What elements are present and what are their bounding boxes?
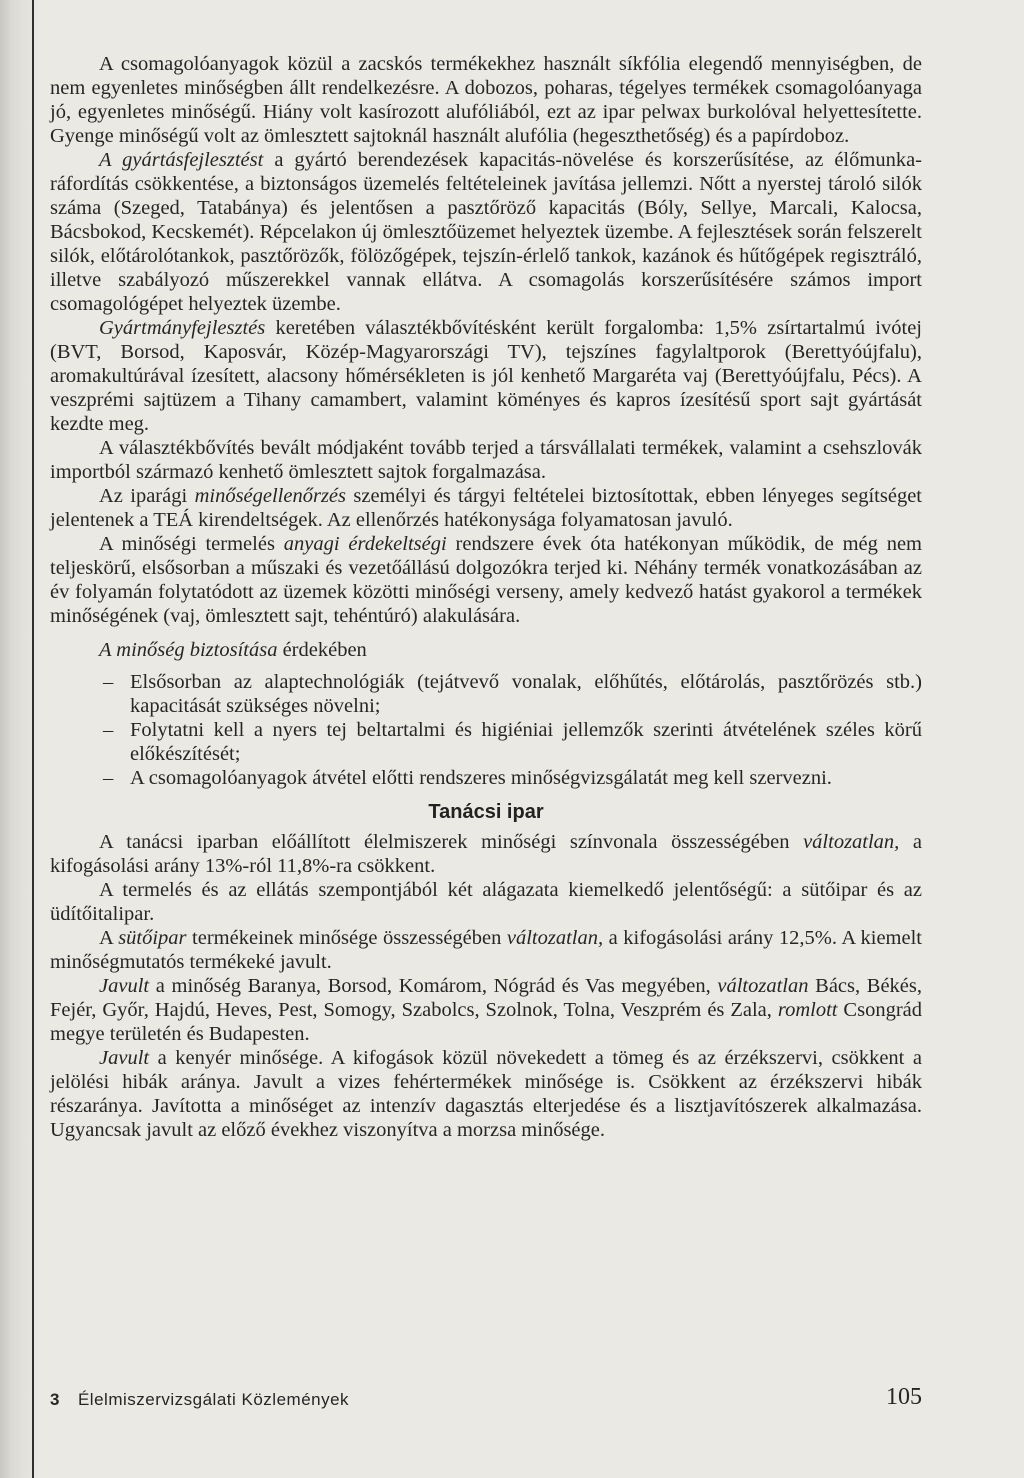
- list-item: [50, 766, 922, 790]
- paragraph-bread-text: a kenyér minősége. A kifogások közül növekedett a tömeg és az érzékszervi, csökkent a jelölési hibák aránya. Javult a vizes fehértermékek minősége is. Csökkent az érzékszervi hibák részaránya. Javította a minőséget az intenzív dagasztás elterjedése és a lisztjavítószerek alkalmazása. Ugyancsak javult az előző évekhez viszonyítva a morzsa minősége.: [50, 1047, 922, 1141]
- page-footer: [50, 1376, 922, 1416]
- list-dash: –: [103, 719, 114, 741]
- paragraph-bakery: [50, 926, 922, 974]
- list-item-text: Folytatni kell a nyers tej beltartalmi és higiéniai jellemzők szerinti átvételének széles körű előkészítését;: [130, 719, 922, 765]
- paragraph-assortment: [50, 436, 922, 484]
- emphasis-unchanged: változatlan,: [803, 831, 900, 853]
- list-dash: –: [103, 767, 114, 789]
- paragraph-quality-control: [50, 484, 922, 532]
- paragraph-material-interest: [50, 532, 922, 628]
- emphasis-quality-assurance: A minőség biztosítása: [99, 639, 278, 661]
- paragraph-subsectors: [50, 878, 922, 926]
- emphasis-unchanged-bakery: változatlan,: [506, 927, 604, 949]
- paragraph-quality-control-text: személyi és tárgyi feltételei biztosítottak, ebben lényeges segítséget jelentenek a TEÁ kirendeltségek. Az ellenőrzés hatékonysága folyamatosan javuló.: [50, 485, 922, 531]
- paragraph-production-development-text: a gyártó berendezések kapacitás-növelése és korszerűsítése, az élőmunka-ráfordítás csökkentése, a biztonságos üzemelés feltételeinek javítása jellemzi. Nőtt a nyerstej tároló silók száma (Szeged, Tatabánya) és jelentősen a pasztőröző kapacitás (Bóly, Sellye, Marcali, Kalocsa, Bácsbokod, Kecskemét). Répcelakon új ömlesztőüzemet helyeztek üzembe. A fejlesztések során felszerelt silók, előtárolótankok, pasztőrözők, fölözőgépek, tejszín-érlelő tankok, kazánok és hűtőgépek regisztráló, illetve szabályozó műszerekkel vannak ellátva. A csomagolás korszerűsítésére számos import csomagológépet helyeztek üzembe.: [50, 149, 922, 315]
- paragraph-bakery-text: a kifogásolási arány 12,5%. A kiemelt minőségmutatós termékeké javult.: [50, 927, 922, 973]
- paragraph-bakery-lead: A: [99, 927, 119, 949]
- binding-line: [32, 0, 34, 1478]
- paragraph-subsectors-text: A termelés és az ellátás szempontjából két alágazata kiemelkedő jelentőségű: a sütőipar és az üdítőitalipar.: [50, 879, 922, 925]
- emphasis-improved: Javult: [99, 975, 150, 997]
- paragraph-assortment-text: A választékbővítés bevált módjaként tovább terjed a társvállalati termékek, valamint a csehszlovák importból származó kenhető ömlesztett sajtok forgalmazása.: [50, 437, 922, 483]
- paragraph-counties-c: Csongrád megye területén és Budapesten.: [50, 999, 922, 1045]
- paragraph-counties-b: Bács, Békés, Fejér, Győr, Hajdú, Heves, Pest, Somogy, Szabolcs, Szolnok, Tolna, Veszprém és Zala,: [50, 975, 923, 1021]
- list-item-text: A csomagolóanyagok átvétel előtti rendszeres minőségvizsgálatát meg kell szervezni.: [130, 767, 832, 789]
- emphasis-quality-control: minőségellenőrzés: [194, 485, 347, 507]
- paragraph-quality-assurance-intro: [50, 638, 922, 662]
- page-body: [50, 52, 922, 1142]
- paragraph-packaging: [50, 52, 922, 148]
- paragraph-counties: [50, 974, 922, 1046]
- list-item-text: Elsősorban az alaptechnológiák (tejátvevő vonalak, előhűtés, előtárolás, pasztőrözés stb.) kapacitását szükséges növelni;: [130, 671, 922, 717]
- list-dash: –: [103, 671, 114, 693]
- section-heading: Tanácsi ipar: [428, 801, 544, 823]
- page-number: 105: [886, 1384, 922, 1410]
- emphasis-deteriorated: romlott: [777, 999, 838, 1021]
- paragraph-material-interest-text: rendszere évek óta hatékonyan működik, de még nem teljeskörű, elsősorban a műszaki és vezetőállású dolgozókra terjed ki. Néhány termék vonatkozásában az év folyamán folytatódott az üzemek közötti minőségi verseny, amely kedvező hatást gyakorol a termékek minőségének (vaj, ömlesztett sajt, tehéntúró) alakulására.: [50, 533, 923, 627]
- paragraph-bakery-mid: termékeinek minősége összességében: [186, 927, 507, 949]
- emphasis-bakery: sütőipar: [118, 927, 187, 949]
- paragraph-council-industry-lead: A tanácsi iparban előállított élelmiszerek minőségi színvonala összességében: [99, 831, 804, 853]
- paragraph-production-development: [50, 148, 922, 316]
- paragraph-material-interest-lead: A minőségi termelés: [99, 533, 284, 555]
- paragraph-counties-a: a minőség Baranya, Borsod, Komárom, Nógrád és Vas megyében,: [149, 975, 718, 997]
- paragraph-quality-control-lead: Az iparági: [99, 485, 195, 507]
- list-item: [50, 718, 922, 766]
- list-item: [50, 670, 922, 718]
- paragraph-product-development-text: keretében választékbővítésként került forgalomba: 1,5% zsírtartalmú ivótej (BVT, Borsod, Kaposvár, Közép-Magyarországi TV), tejszínes fagylaltporok (Berettyóújfalu), aromakultúrával ízesített, alacsony hőmérsékleten is jól kenhető Margaréta vaj (Berettyóújfalu, Pécs). A veszprémi sajtüzem a Tihany camambert, valamint köményes és kapros ízesítésű sport sajt gyártását kezdte meg.: [50, 317, 922, 435]
- emphasis-production-development: A gyártásfejlesztést: [99, 149, 264, 171]
- emphasis-product-development: Gyártmányfejlesztés: [99, 317, 266, 339]
- footer-journal: [50, 1390, 349, 1410]
- paragraph-quality-assurance-intro-text: érdekében: [277, 639, 367, 661]
- emphasis-unchanged-counties: változatlan: [717, 975, 809, 997]
- emphasis-improved-bread: Javult: [99, 1047, 150, 1069]
- page-spine-shadow: [0, 0, 40, 1478]
- paragraph-council-industry: [50, 830, 922, 878]
- paragraph-bread: [50, 1046, 922, 1142]
- journal-title: Élelmiszervizsgálati Közlemények: [77, 1390, 350, 1409]
- paragraph-council-industry-text: a kifogásolási arány 13%-ról 11,8%-ra csökkent.: [50, 831, 922, 877]
- requirements-list: [50, 670, 922, 790]
- paragraph-product-development: [50, 316, 922, 436]
- sheet-number: 3: [50, 1390, 60, 1409]
- emphasis-material-interest: anyagi érdekeltségi: [283, 533, 447, 555]
- paragraph-packaging-text: A csomagolóanyagok közül a zacskós termékekhez használt síkfólia elegendő mennyiségben, de nem egyenletes minőségben állt rendelkezésre. A dobozos, poharas, tégelyes termékek csomagolóanyaga jó, egyenletes minőségű. Hiány volt kasírozott alufóliából, ezt az ipar pelwax burkolóval helyettesítette. Gyenge minőségű volt az ömlesztett sajtoknál használt alufólia (hegeszthetőség) és a papírdoboz.: [50, 53, 922, 147]
